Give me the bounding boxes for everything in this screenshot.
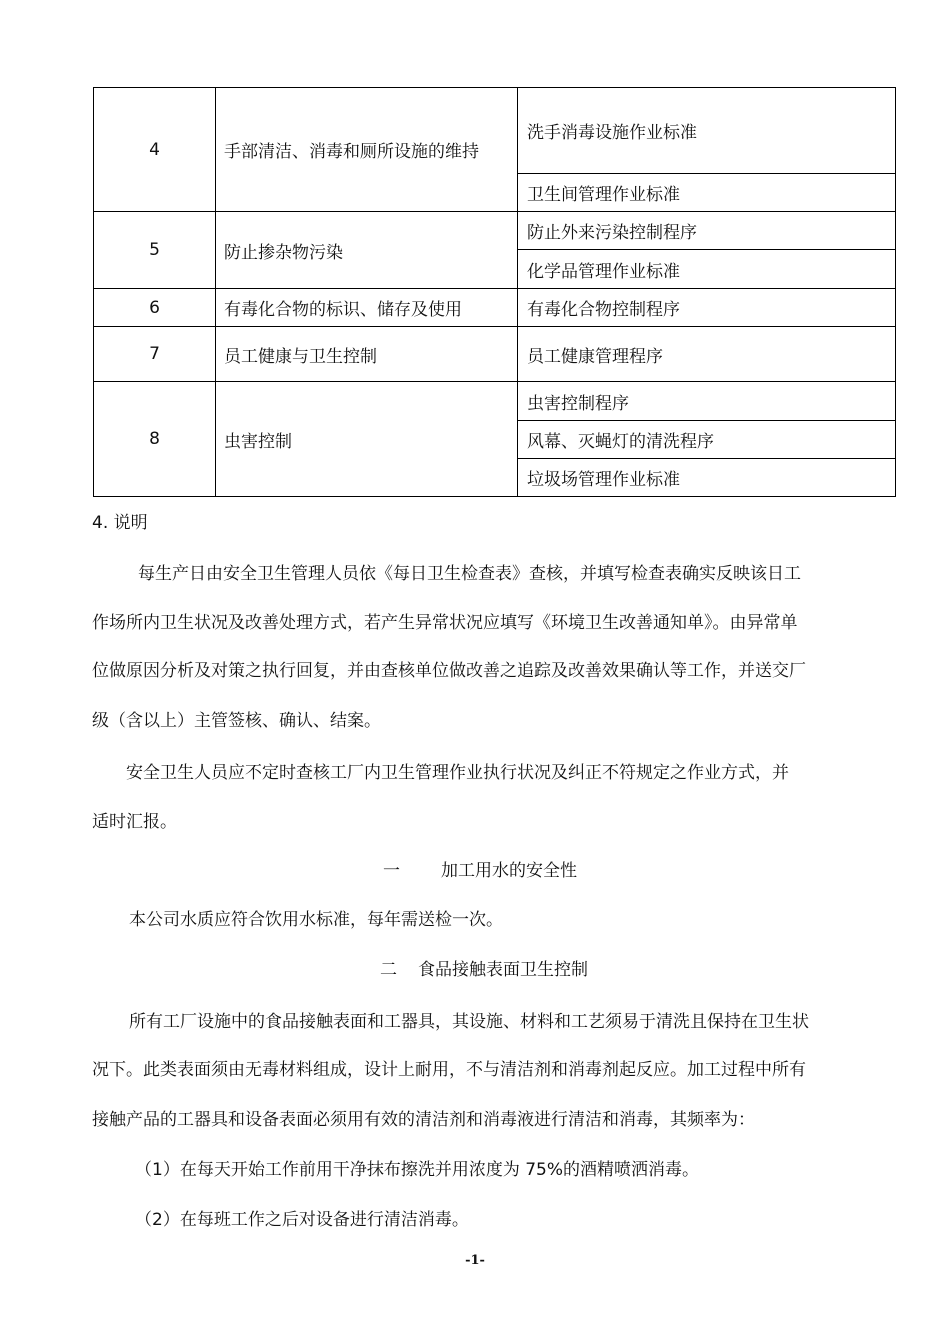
table-row [94,382,896,421]
table-row [94,212,896,250]
paragraph-line: 接触产品的工器具和设备表面必须用有效的清洁剂和消毒液进行清洁和消毒，其频率为： [92,1110,755,1130]
part-title: 食品接触表面卫生控制 [418,960,588,980]
section-heading: 4. 说明 [92,513,148,533]
document-name: 垃圾场管理作业标准 [518,459,896,497]
paragraph-line: 所有工厂设施中的食品接触表面和工器具，其设施、材料和工艺须易于清洗且保持在卫生状 [129,1012,809,1032]
paragraph-line: 安全卫生人员应不定时查核工厂内卫生管理作业执行状况及纠正不符规定之作业方式，并 [126,763,789,783]
paragraph-line: 每生产日由安全卫生管理人员依《每日卫生检查表》查核，并填写检查表确实反映该日工 [138,564,801,584]
page-number: -1- [465,1253,485,1268]
control-item: 手部清洁、消毒和厕所设施的维持 [216,88,518,212]
table-row [94,327,896,382]
part-number: 二 [380,960,397,980]
paragraph-line: 本公司水质应符合饮用水标准，每年需送检一次。 [129,910,503,930]
part-title: 加工用水的安全性 [441,861,577,881]
control-item: 防止掺杂物污染 [216,212,518,289]
procedure-table [93,87,896,497]
document-name: 卫生间管理作业标准 [518,174,896,212]
paragraph-line: 级（含以上）主管签核、确认、结案。 [92,711,381,731]
document-name: 洗手消毒设施作业标准 [518,88,896,174]
table-row [94,289,896,327]
row-number: 5 [94,212,216,289]
part-number: 一 [383,861,400,881]
paragraph-line: 适时汇报。 [92,812,177,832]
row-number: 4 [94,88,216,212]
document-name: 化学品管理作业标准 [518,250,896,289]
paragraph-line: 作场所内卫生状况及改善处理方式，若产生异常状况应填写《环境卫生改善通知单》。由异常单 [92,613,798,633]
table-row [94,88,896,174]
list-item: （1）在每天开始工作前用干净抹布擦洗并用浓度为 75%的酒精喷洒消毒。 [135,1160,700,1180]
row-number: 8 [94,382,216,497]
document-name: 防止外来污染控制程序 [518,212,896,250]
control-item: 有毒化合物的标识、储存及使用 [216,289,518,327]
control-item: 虫害控制 [216,382,518,497]
document-name: 员工健康管理程序 [518,327,896,382]
list-item: （2）在每班工作之后对设备进行清洁消毒。 [135,1210,469,1230]
row-number: 7 [94,327,216,382]
paragraph-line: 况下。此类表面须由无毒材料组成，设计上耐用，不与清洁剂和消毒剂起反应。加工过程中所有 [92,1060,806,1080]
control-item: 员工健康与卫生控制 [216,327,518,382]
document-name: 风幕、灭蝇灯的清洗程序 [518,421,896,459]
document-name: 虫害控制程序 [518,382,896,421]
document-name: 有毒化合物控制程序 [518,289,896,327]
paragraph-line: 位做原因分析及对策之执行回复，并由查核单位做改善之追踪及改善效果确认等工作，并送交厂 [92,661,806,681]
row-number: 6 [94,289,216,327]
